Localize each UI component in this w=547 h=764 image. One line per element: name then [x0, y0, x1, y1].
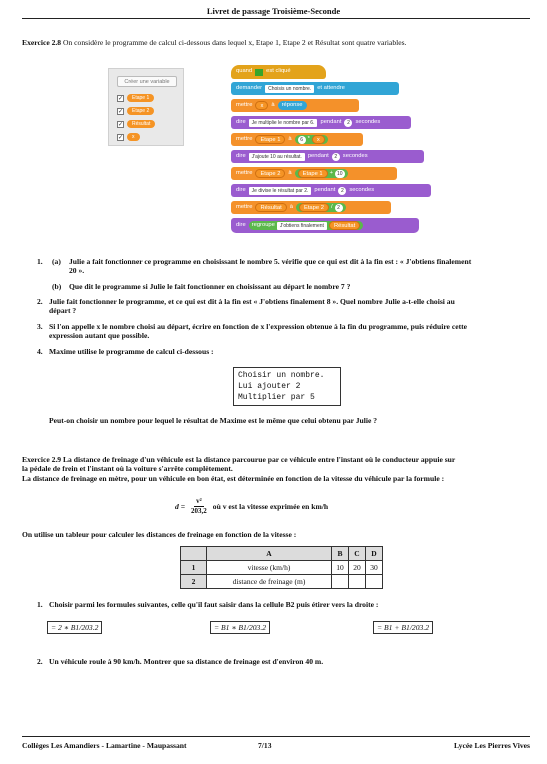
ex28-intro	[22, 38, 530, 47]
table-header-row	[181, 547, 383, 561]
block-variable-dropdown[interactable]: Etape 1	[255, 135, 285, 144]
question-text: Maxime utilise le programme de calcul ci-dessous :	[49, 347, 214, 356]
question-text: Julie fait fonctionner le programme, et ce qui est dit à la fin est « J'obtiens finalement 8 ». Quel nombre Julie a-t-elle choisi au	[49, 297, 455, 306]
variable-pill[interactable]: x	[127, 133, 140, 141]
formula-choice-3[interactable]: = B1 + B1/203.2	[373, 621, 433, 634]
checkbox-icon[interactable]: ✓	[118, 95, 124, 102]
question-number: 2.	[37, 657, 43, 666]
block-variable-reporter[interactable]: x	[312, 135, 325, 144]
block-text-input[interactable]: J'obtiens finalement	[277, 222, 327, 230]
create-variable-button[interactable]: Créer une variable	[117, 76, 177, 87]
formula-choice-1[interactable]: = 2 ∗ B1/203.2	[47, 621, 102, 634]
table-header-cell: C	[349, 547, 366, 561]
footer-page-number: 7/13	[258, 741, 272, 750]
block-set-x-answer[interactable]	[231, 99, 359, 112]
table-cell[interactable]: distance de freinage (m)	[207, 575, 332, 589]
table-cell[interactable]: 20	[349, 561, 366, 575]
block-text-input[interactable]: Je divise le résultat par 2.	[249, 187, 312, 195]
subquestion-label: (b)	[52, 282, 62, 291]
table-row	[181, 575, 383, 589]
spreadsheet-table	[180, 546, 383, 589]
ex29-intro-text: la pédale de frein et l'instant où la voiture s'arrête complètement.	[22, 464, 233, 474]
block-variable-dropdown[interactable]: x	[255, 101, 268, 110]
maxime-program-box	[233, 367, 341, 406]
block-keyword: mettre	[236, 203, 253, 210]
question-number: 4.	[37, 347, 43, 356]
header-rule	[22, 18, 530, 19]
braking-formula	[175, 497, 328, 516]
block-keyword: secondes	[349, 186, 375, 193]
formula-choice-2[interactable]: = B1 ∗ B1/203.2	[210, 621, 270, 634]
formula-denominator: 203,2	[191, 507, 207, 515]
code-line: Lui ajouter 2	[238, 382, 301, 391]
block-number-input[interactable]: 2	[338, 187, 346, 195]
block-keyword: mettre	[236, 135, 253, 142]
variable-row-etape1	[117, 93, 154, 103]
block-multiply-operator[interactable]	[295, 135, 328, 144]
block-variable-reporter[interactable]: Résultat	[329, 221, 360, 230]
footer-right: Lycée Les Pierres Vives	[454, 741, 530, 750]
block-say-for-secs[interactable]	[231, 184, 431, 197]
table-cell[interactable]	[349, 575, 366, 589]
block-number-input[interactable]: 2	[344, 119, 352, 127]
table-cell[interactable]	[366, 575, 383, 589]
table-cell[interactable]: 30	[366, 561, 383, 575]
block-keyword: dire	[236, 118, 246, 125]
block-variable-reporter[interactable]: Etape 1	[298, 169, 328, 178]
question-number: 2.	[37, 297, 43, 306]
checkbox-icon[interactable]: ✓	[118, 121, 124, 128]
formula-numerator: v²	[196, 497, 202, 505]
subquestion-label: (a)	[52, 257, 61, 266]
question-text: Que dit le programme si Julie le fait fonctionner en choisissant au départ le nombre 7 ?	[69, 282, 351, 291]
block-number-input[interactable]: 2	[332, 153, 340, 161]
ex28-label: Exercice 2.8	[22, 38, 62, 47]
block-set-resultat[interactable]	[231, 201, 391, 214]
table-header-cell: D	[366, 547, 383, 561]
block-add-operator[interactable]	[295, 169, 348, 178]
green-flag-icon	[255, 69, 263, 76]
formula-lhs: d =	[175, 501, 186, 511]
ex29-intro-text: La distance de freinage d'un véhicule est la distance parcourue par ce véhicule entre l'instant où le conducteur appuie sur	[62, 455, 456, 464]
variable-row-x	[117, 132, 140, 142]
block-number-input[interactable]: 10	[337, 170, 343, 177]
block-text-input[interactable]: J'ajoute 10 au résultat.	[249, 153, 305, 161]
question-number: 1.	[37, 257, 43, 266]
operator-symbol: /	[330, 204, 333, 210]
ex28-q1b	[37, 282, 531, 291]
operator-symbol: +	[329, 170, 334, 176]
table-intro: On utilise un tableur pour calculer les distances de freinage en fonction de la vitesse :	[22, 530, 297, 539]
checkbox-icon[interactable]: ✓	[118, 134, 124, 141]
page-header-title: Livret de passage Troisième-Seconde	[206, 6, 341, 16]
question-text: 20 ».	[69, 266, 85, 276]
block-keyword: dire	[236, 152, 246, 159]
block-ask-and-wait[interactable]	[231, 82, 399, 95]
ex28-q2	[37, 297, 531, 316]
question-text: Un véhicule roule à 90 km/h. Montrer que sa distance de freinage est d'environ 40 m.	[49, 657, 324, 666]
variable-pill[interactable]: Etape 2	[127, 107, 154, 115]
ex28-q1a	[37, 257, 531, 276]
block-keyword: à	[288, 169, 292, 176]
table-header-cell	[181, 547, 207, 561]
table-cell[interactable]: 10	[332, 561, 349, 575]
table-row	[181, 561, 383, 575]
block-say-join[interactable]	[231, 218, 419, 233]
block-text-input[interactable]: Choisis un nombre.	[265, 85, 314, 93]
block-say-for-secs[interactable]	[231, 150, 424, 163]
block-keyword: est cliqué	[266, 68, 291, 75]
table-header-cell: A	[207, 547, 332, 561]
table-cell[interactable]: vitesse (km/h)	[207, 561, 332, 575]
row-header-cell: 1	[181, 561, 207, 575]
block-variable-dropdown[interactable]: Résultat	[255, 203, 286, 212]
block-set-etape1[interactable]	[231, 133, 363, 146]
block-variable-dropdown[interactable]: Etape 2	[255, 169, 285, 178]
question-text: départ ?	[49, 306, 77, 316]
variable-pill[interactable]: Résultat	[127, 120, 155, 128]
block-keyword: secondes	[342, 152, 368, 159]
question-number: 1.	[37, 600, 43, 609]
block-when-flag-clicked[interactable]	[231, 65, 326, 79]
footer-left: Collèges Les Amandiers - Lamartine - Maupassant	[22, 741, 187, 750]
question-text: expression autant que possible.	[49, 331, 150, 341]
ex29-intro-text: La distance de freinage en mètre, pour un véhicule en bon état, est déterminée en fonction de la vitesse du véhicule par la formule :	[22, 473, 445, 483]
block-join-operator[interactable]	[249, 221, 364, 230]
block-keyword: mettre	[236, 101, 253, 108]
variable-row-resultat	[117, 119, 155, 129]
ex29-label: Exercice 2.9	[22, 455, 62, 464]
question-text: Choisir parmi les formules suivantes, celle qu'il faut saisir dans la cellule B2 puis étirer vers la droite :	[49, 600, 379, 609]
block-keyword: demander	[236, 84, 263, 91]
question-number: 3.	[37, 322, 43, 331]
block-divide-operator[interactable]	[296, 203, 346, 212]
block-keyword: regroupe	[251, 222, 275, 228]
code-line: Choisir un nombre.	[238, 371, 325, 380]
code-line: Multiplier par 5	[238, 393, 315, 402]
block-keyword: dire	[236, 221, 246, 228]
variable-pill[interactable]: Etape 1	[127, 94, 154, 102]
block-keyword: pendant	[314, 186, 336, 193]
ex28-intro-text: On considère le programme de calcul ci-dessous dans lequel x, Etape 1, Etape 2 et Résultat sont quatre variables.	[62, 38, 407, 47]
operator-symbol: *	[307, 136, 310, 142]
block-set-etape2[interactable]	[231, 167, 397, 180]
question-text: Si l'on appelle x le nombre choisi au départ, écrire en fonction de x l'expression obtenue à la fin du programme, puis réduire cette	[49, 322, 467, 331]
block-keyword: pendant	[307, 152, 329, 159]
row-header-cell: 2	[181, 575, 207, 589]
question-text: Julie a fait fonctionner ce programme en choisissant le nombre 5. vérifie que ce qui est dit à la fin est : « J'obtiens finalement	[69, 257, 472, 266]
ex28-q4	[37, 347, 531, 356]
ex28-q3	[37, 322, 531, 341]
block-number-input[interactable]: 6	[298, 136, 306, 144]
ex29-intro	[22, 455, 530, 483]
footer-rule	[22, 736, 530, 737]
block-keyword: à	[288, 135, 292, 142]
block-keyword: dire	[236, 186, 246, 193]
block-keyword: secondes	[355, 118, 381, 125]
variable-row-etape2	[117, 106, 154, 116]
block-text-input[interactable]: Je multiplie le nombre par 6.	[249, 119, 318, 127]
formula-fraction	[189, 497, 209, 516]
block-keyword: et attendre	[317, 84, 345, 91]
block-keyword: mettre	[236, 169, 253, 176]
table-cell[interactable]	[332, 575, 349, 589]
block-number-input[interactable]: 2	[335, 204, 343, 212]
block-keyword: à	[289, 203, 293, 210]
block-keyword: à	[271, 101, 275, 108]
formula-description: où v est la vitesse exprimée en km/h	[212, 501, 329, 511]
ex29-q1	[37, 600, 531, 609]
ex29-q2	[37, 657, 531, 666]
checkbox-icon[interactable]: ✓	[118, 108, 124, 115]
block-variable-reporter[interactable]: Etape 2	[299, 203, 329, 212]
block-keyword: pendant	[320, 118, 342, 125]
block-say-for-secs[interactable]	[231, 116, 411, 129]
block-reporter-answer[interactable]: réponse	[278, 101, 307, 110]
ex28-q4-question: Peut-on choisir un nombre pour lequel le résultat de Maxime est le même que celui obtenu par Julie ?	[49, 416, 378, 425]
table-header-cell: B	[332, 547, 349, 561]
block-keyword: quand	[236, 68, 253, 75]
variables-panel	[108, 68, 184, 146]
